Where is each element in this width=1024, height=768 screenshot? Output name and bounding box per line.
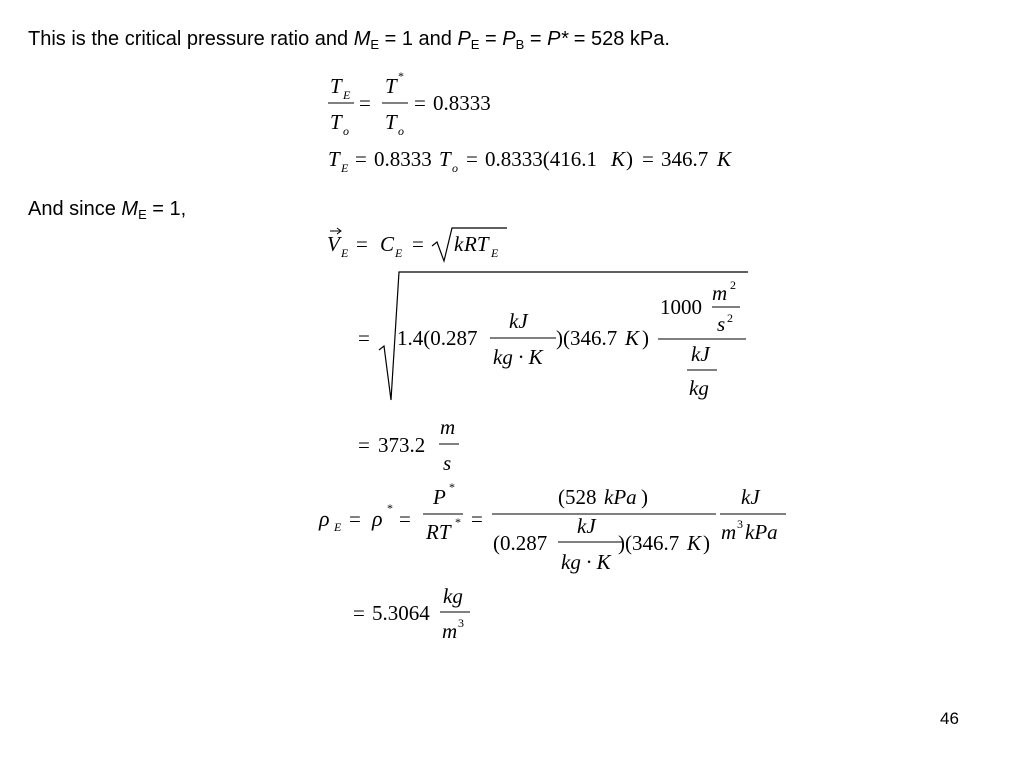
subscript-e: E	[370, 37, 380, 52]
equals-sign: =	[358, 433, 370, 457]
star-superscript: *	[387, 501, 393, 515]
subscript-o: o	[452, 161, 458, 175]
equals-sign: =	[642, 147, 654, 171]
pressure-value: = 528 kPa.	[568, 28, 670, 50]
substitution: 0.8333(416.1	[485, 147, 597, 171]
unit-m: m	[721, 520, 737, 544]
equals-one: = 1,	[146, 198, 187, 220]
unit-m: m	[442, 619, 458, 643]
since-text: And since	[28, 198, 122, 220]
star-superscript: *	[449, 480, 455, 494]
unit-kj: kJ	[741, 485, 760, 509]
equals-sign: =	[349, 507, 361, 531]
exponent: 2	[727, 311, 733, 325]
page-number: 46	[940, 709, 959, 728]
velocity-calculation-equation	[358, 272, 748, 400]
temperature-ratio-equation	[328, 69, 491, 138]
var-rt: RT	[464, 232, 489, 256]
var-v: V	[327, 232, 340, 256]
subscript-e: E	[341, 161, 349, 175]
unit-m: m	[712, 281, 728, 305]
equals-sign: =	[524, 28, 548, 50]
var-t: T	[328, 147, 340, 171]
unit-kj: kJ	[577, 514, 596, 538]
unit-kpa: kPa	[604, 485, 637, 509]
exponent: 2	[730, 278, 736, 292]
equals-sign: =	[358, 326, 370, 350]
equals-sign: =	[356, 232, 368, 256]
close-paren: )	[703, 531, 710, 555]
pressure-symbol: P	[502, 28, 516, 50]
close-paren: )	[641, 485, 648, 509]
subscript-e: E	[334, 520, 342, 534]
pressure-numerator: (528	[558, 485, 597, 509]
close-paren: )	[626, 147, 633, 171]
unit-kg-k: kg · K	[493, 345, 543, 369]
ratio-value: 0.8333	[433, 91, 491, 115]
subscript-e: E	[341, 246, 349, 260]
unit-kg: kg	[689, 376, 709, 400]
temperature-result: 346.7	[661, 147, 709, 171]
subscript-e: E	[491, 246, 499, 260]
equals-sign: =	[399, 507, 411, 531]
velocity-value: 373.2	[378, 433, 426, 457]
var-t: T	[330, 74, 342, 98]
var-t: T	[385, 74, 397, 98]
unit-kpa: kPa	[745, 520, 778, 544]
equals-sign: =	[471, 507, 483, 531]
conversion-factor: 1000	[660, 295, 702, 319]
mach-symbol: M	[353, 28, 371, 50]
star-superscript: *	[455, 515, 461, 529]
unit-s: s	[443, 451, 452, 475]
unit-m: m	[440, 415, 456, 439]
star-superscript: *	[398, 69, 404, 83]
equals-sign: =	[355, 147, 367, 171]
coefficient: 1.4(0.287	[397, 326, 478, 350]
subscript-e: E	[395, 246, 403, 260]
subscript-e: E	[138, 207, 147, 222]
var-k: k	[454, 232, 464, 256]
pressure-star-symbol: P*	[547, 28, 569, 50]
var-rho: ρ	[372, 506, 383, 531]
density-equation	[318, 480, 786, 574]
unit-s: s	[717, 312, 726, 336]
unit-kelvin: K	[625, 326, 640, 350]
subscript-e: E	[470, 37, 480, 52]
var-c: C	[380, 232, 395, 256]
subscript-o: o	[398, 124, 404, 138]
equals-sign: =	[412, 232, 424, 256]
density-result-equation	[353, 584, 470, 643]
unit-kg-k: kg · K	[561, 550, 611, 574]
unit-kj: kJ	[691, 342, 710, 366]
subscript-e: E	[343, 88, 351, 102]
close-paren: )	[642, 326, 649, 350]
temperature-factor: )(346.7	[556, 326, 618, 350]
equals-sign: =	[479, 28, 503, 50]
unit-kelvin: K	[611, 147, 626, 171]
subscript-o: o	[343, 124, 349, 138]
exit-temperature-equation	[328, 147, 732, 175]
var-t: T	[330, 110, 342, 134]
subscript-b: B	[515, 37, 525, 52]
unit-kj: kJ	[509, 309, 528, 333]
equals-sign: =	[414, 91, 426, 115]
gas-constant: (0.287	[493, 531, 548, 555]
var-p: P	[433, 485, 446, 509]
var-rt: RT	[426, 520, 451, 544]
var-t: T	[385, 110, 397, 134]
var-rho: ρ	[319, 506, 330, 531]
velocity-result-equation	[358, 415, 459, 475]
exponent: 3	[737, 517, 743, 531]
coefficient: 0.8333	[374, 147, 432, 171]
equals-one: = 1 and	[379, 28, 458, 50]
equals-sign: =	[466, 147, 478, 171]
temperature-factor: )(346.7	[618, 531, 680, 555]
unit-kg: kg	[443, 584, 463, 608]
equals-sign: =	[359, 91, 371, 115]
density-value: 5.3064	[372, 601, 430, 625]
pressure-symbol: P	[457, 28, 471, 50]
unit-kelvin: K	[687, 531, 702, 555]
velocity-definition-equation	[327, 228, 507, 261]
intro-text: This is the critical pressure ratio and	[28, 28, 354, 50]
var-t: T	[439, 147, 451, 171]
equals-sign: =	[353, 601, 365, 625]
mach-symbol: M	[121, 198, 139, 220]
exponent: 3	[458, 616, 464, 630]
unit-kelvin: K	[717, 147, 732, 171]
